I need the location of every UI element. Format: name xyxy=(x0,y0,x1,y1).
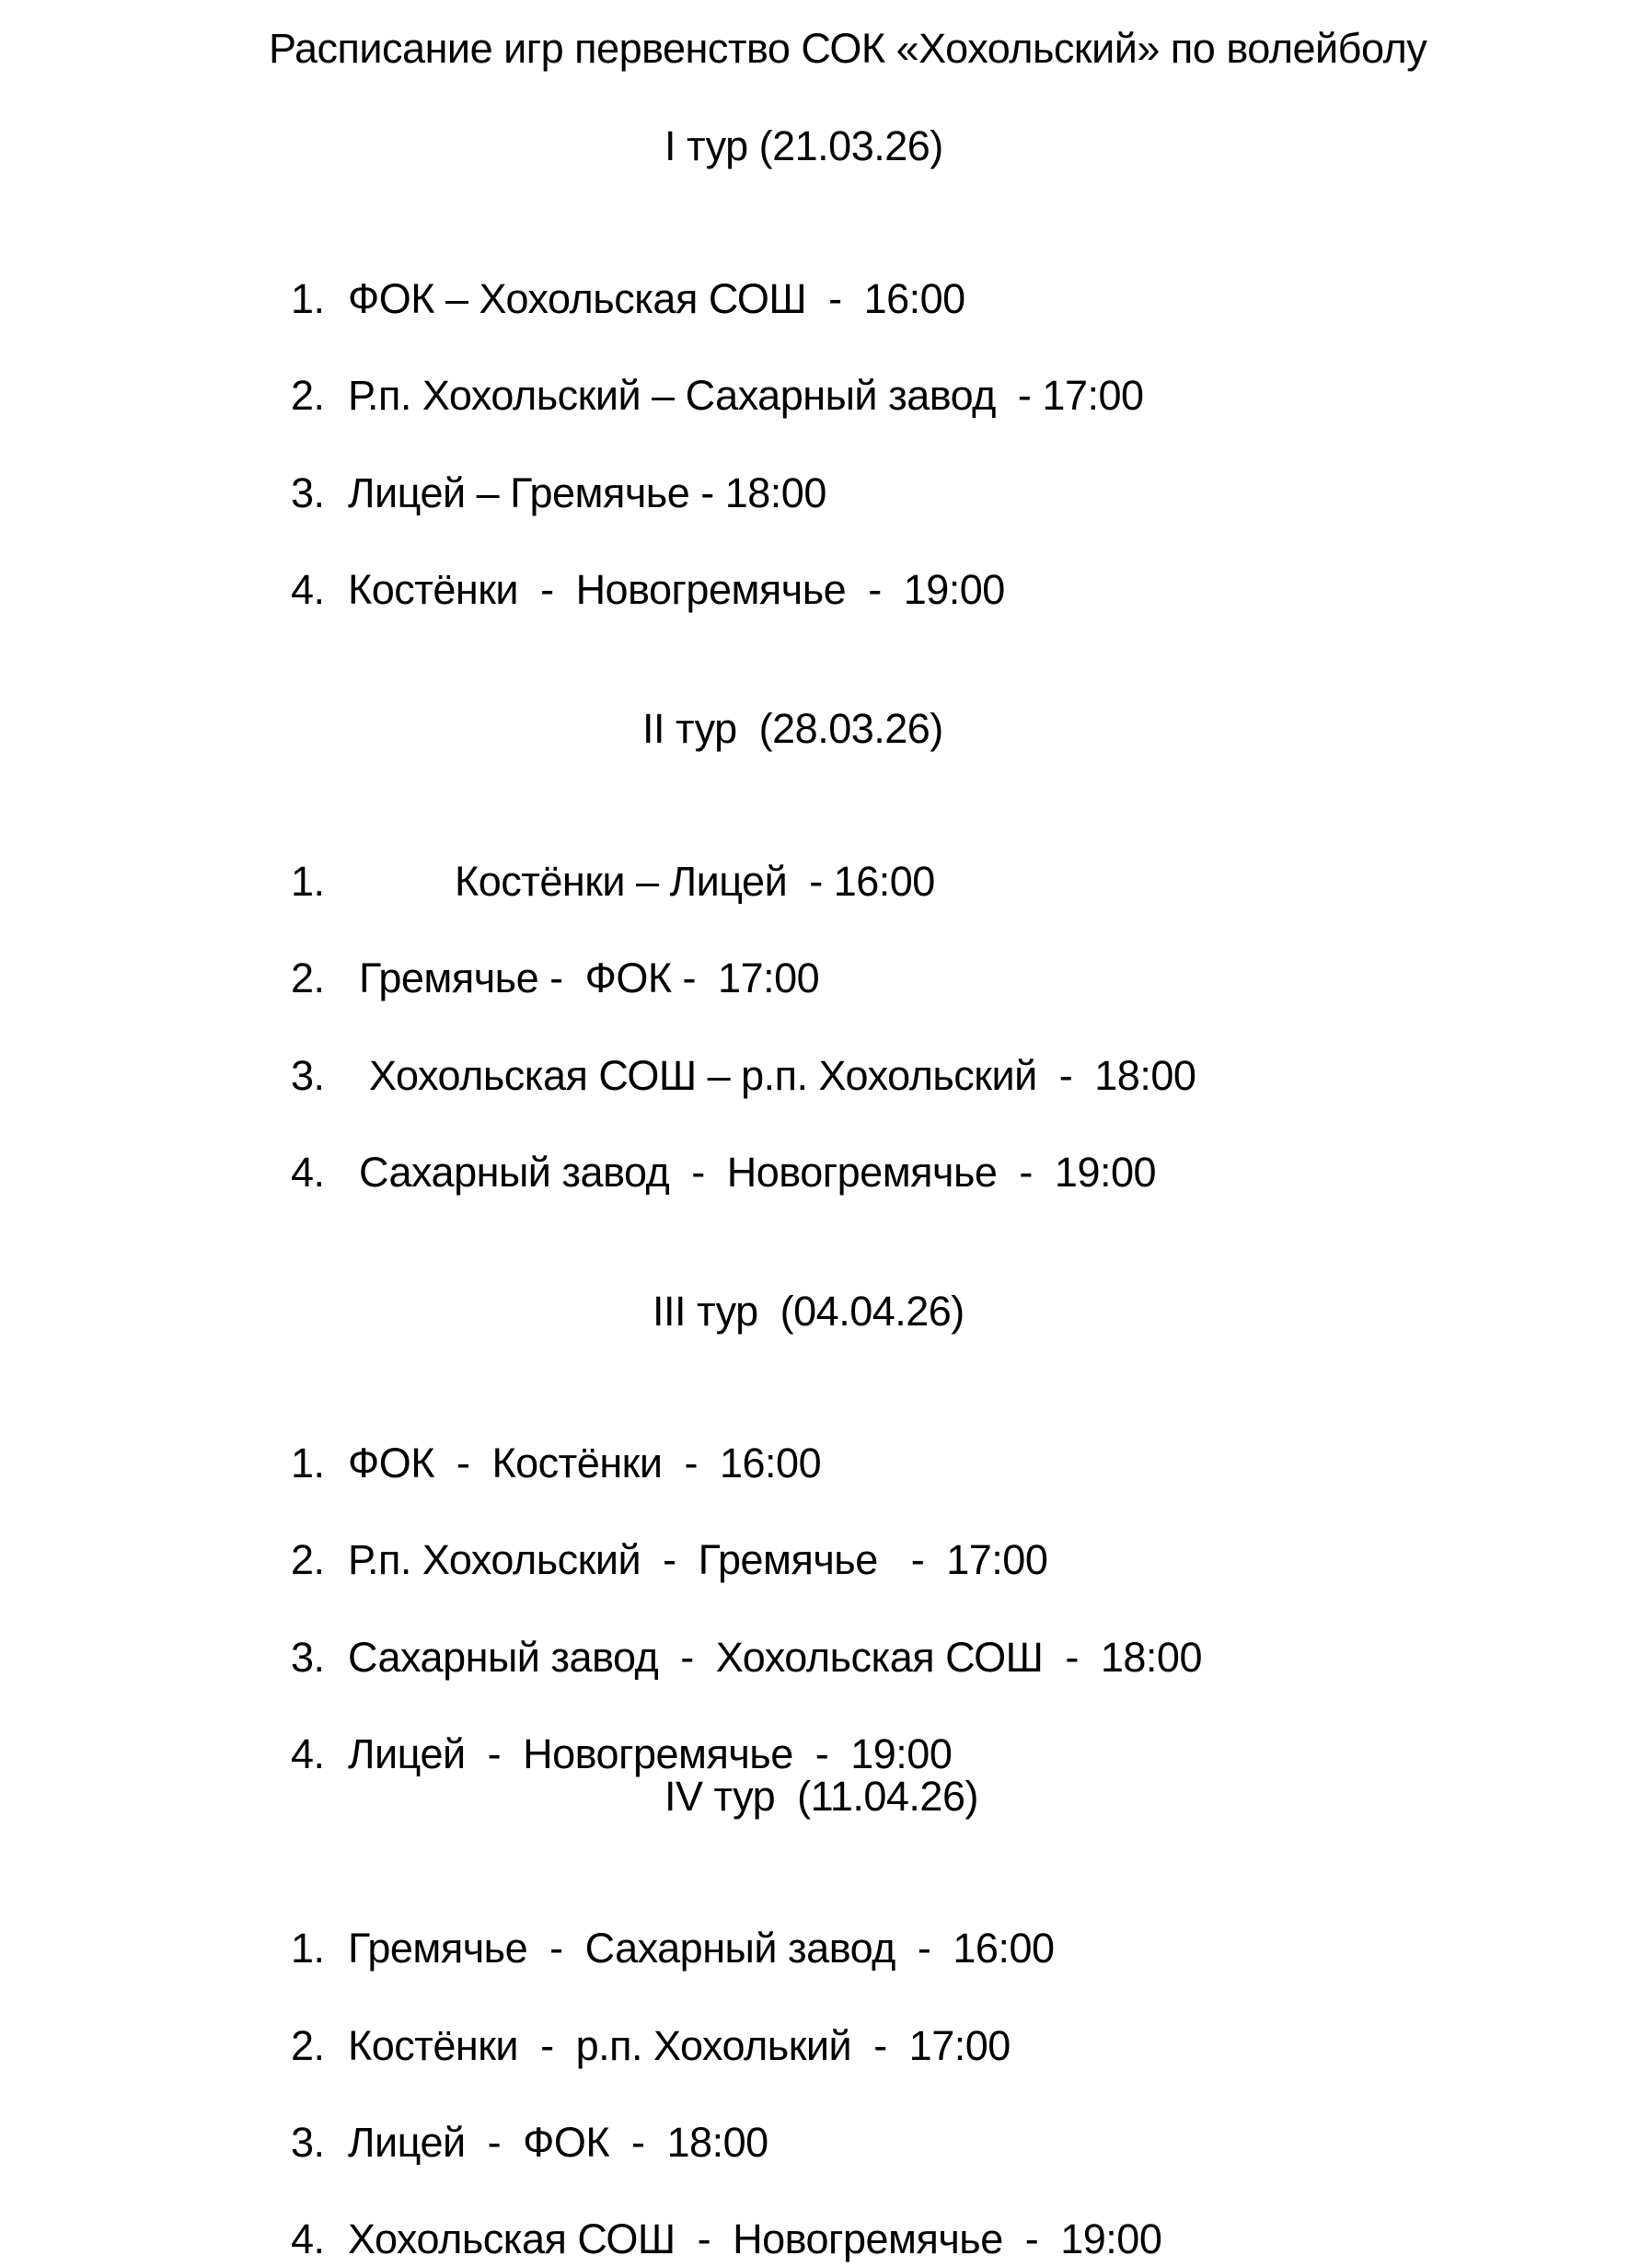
round-4-match-3 xyxy=(269,2060,768,2170)
round-1-match-3 xyxy=(269,411,826,521)
round-3-match-1 xyxy=(269,1381,821,1491)
page-title: Расписание игр первенство СОК «Хохольский» по волейболу xyxy=(269,25,1427,72)
round-3-match-3 xyxy=(269,1575,1202,1685)
match-text: Сахарный завод - Новогремячье - 19:00 xyxy=(359,1149,1157,1196)
match-text: Хохольская СОШ – р.п. Хохольский - 18:00 xyxy=(369,1052,1196,1099)
round-2-title: II тур (28.03.26) xyxy=(642,705,943,752)
round-1-match-4 xyxy=(269,507,1005,618)
round-4-match-2 xyxy=(269,1963,1011,2074)
match-text: ФОК – Хохольская СОШ - 16:00 xyxy=(348,275,965,322)
match-number: 2. xyxy=(291,1536,325,1583)
match-number: 1. xyxy=(291,275,325,322)
round-2-match-2 xyxy=(269,896,819,1006)
match-number: 1. xyxy=(291,1925,325,1972)
match-number: 3. xyxy=(291,1634,325,1681)
match-text: Костёнки – Лицей - 16:00 xyxy=(455,858,935,905)
match-number: 4. xyxy=(291,1149,325,1196)
match-text: Лицей - Новогремячье - 19:00 xyxy=(348,1730,953,1777)
round-2-match-1 xyxy=(269,799,935,909)
round-4-title: IV тур (11.04.26) xyxy=(664,1773,978,1820)
match-number: 4. xyxy=(291,2215,325,2262)
round-4-match-1 xyxy=(269,1866,1055,1976)
match-text: Гремячье - Сахарный завод - 16:00 xyxy=(348,1925,1055,1972)
round-2-match-3 xyxy=(269,993,1196,1104)
round-2-match-4 xyxy=(269,1090,1156,1200)
round-4-match-4 xyxy=(269,2157,1161,2267)
match-text: Р.п. Хохольский - Гремячье - 17:00 xyxy=(348,1536,1048,1583)
match-number: 3. xyxy=(291,1052,325,1099)
match-text: Сахарный завод - Хохольская СОШ - 18:00 xyxy=(348,1634,1202,1681)
round-3-match-4 xyxy=(269,1671,952,1782)
match-text: ФОК - Костёнки - 16:00 xyxy=(348,1440,822,1486)
match-number: 2. xyxy=(291,954,325,1001)
match-number: 1. xyxy=(291,1440,325,1486)
match-number: 4. xyxy=(291,1730,325,1777)
round-1-match-2 xyxy=(269,313,1144,423)
match-number: 3. xyxy=(291,2119,325,2166)
match-number: 2. xyxy=(291,372,325,419)
match-text: Хохольская СОШ - Новогремячье - 19:00 xyxy=(348,2215,1162,2262)
match-number: 1. xyxy=(291,858,325,905)
match-text: Костёнки - р.п. Хохолький - 17:00 xyxy=(348,2022,1011,2069)
match-number: 4. xyxy=(291,566,325,613)
match-number: 2. xyxy=(291,2022,325,2069)
match-text: Лицей - ФОК - 18:00 xyxy=(348,2119,768,2166)
round-3-title: III тур (04.04.26) xyxy=(653,1288,965,1335)
match-text: Р.п. Хохольский – Сахарный завод - 17:00 xyxy=(348,372,1144,419)
round-3-match-2 xyxy=(269,1477,1047,1588)
match-text: Костёнки - Новогремячье - 19:00 xyxy=(348,566,1005,613)
match-text: Лицей – Гремячье - 18:00 xyxy=(348,469,826,516)
round-1-title: I тур (21.03.26) xyxy=(664,122,943,169)
match-number: 3. xyxy=(291,469,325,516)
match-text: Гремячье - ФОК - 17:00 xyxy=(359,954,820,1001)
round-1-match-1 xyxy=(269,216,965,327)
